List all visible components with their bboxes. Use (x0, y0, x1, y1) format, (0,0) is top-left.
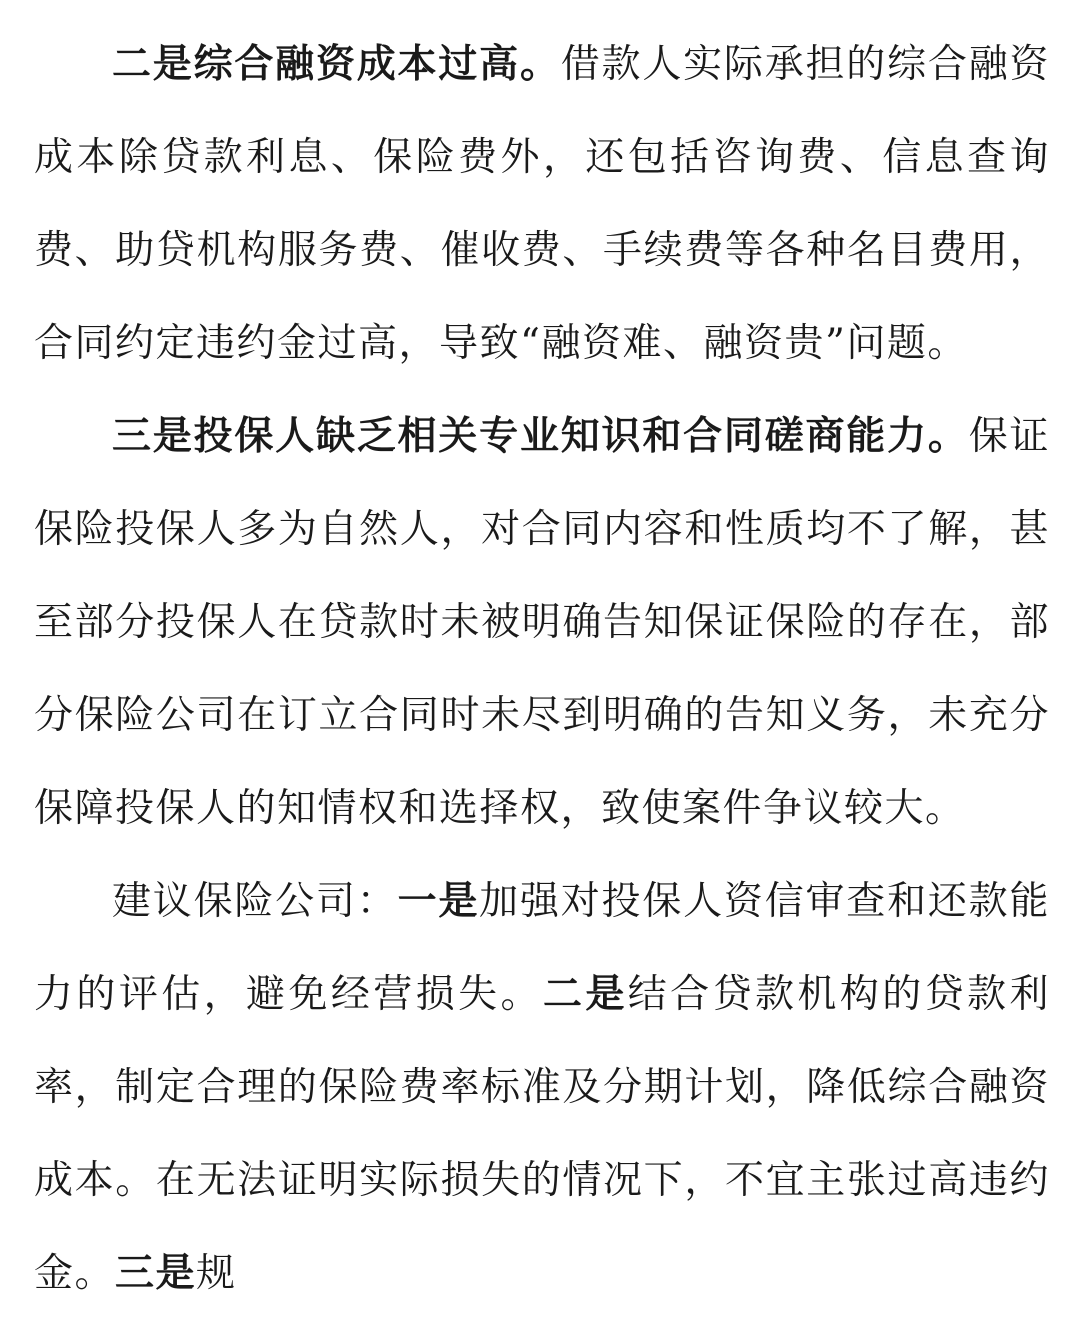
point-two-body: 结合贷款机构的贷款利率，制定合理的保险费率标准及分期计划，降低综合融资成本。在无法证明实际损失的情况下，不宜主张过高违约金。 (34, 972, 1050, 1296)
point-three-body: 规 (196, 1251, 237, 1296)
point-three-lead: 三是 (115, 1251, 197, 1296)
paragraph-lead: 二是综合融资成本过高。 (112, 42, 561, 87)
point-one-lead: 一是 (397, 879, 480, 924)
paragraph-lead: 三是投保人缺乏相关专业知识和合同磋商能力。 (112, 414, 969, 459)
paragraph-policyholder-knowledge (34, 390, 1050, 855)
point-one-body: 加强对投保人资信审查和还款能力的评估，避免经营损失。 (34, 879, 1050, 1017)
paragraph-recommendations (34, 855, 1050, 1320)
point-two-lead: 二是 (542, 972, 628, 1017)
paragraph-body: 借款人实际承担的综合融资成本除贷款利息、保险费外，还包括咨询费、信息查询费、助贷机构服务费、催收费、手续费等各种名目费用，合同约定违约金过高，导致“融资难、融资贵”问题。 (34, 42, 1050, 366)
paragraph-body: 保证保险投保人多为自然人，对合同内容和性质均不了解，甚至部分投保人在贷款时未被明确告知保证保险的存在，部分保险公司在订立合同时未尽到明确的告知义务，未充分保障投保人的知情权和选择权，致使案件争议较大。 (34, 414, 1050, 831)
recommendation-intro: 建议保险公司： (112, 879, 398, 924)
paragraph-financing-cost (34, 18, 1050, 390)
